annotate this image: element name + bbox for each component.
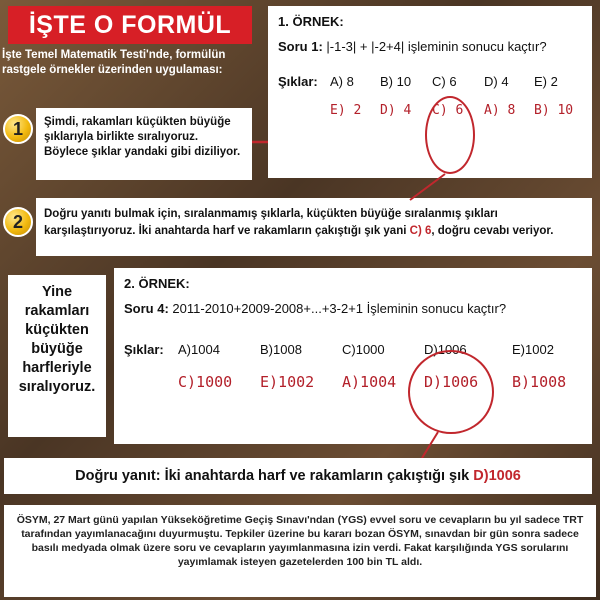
sorted-2: D) 4 xyxy=(380,103,412,118)
example-1-options xyxy=(278,74,582,89)
sorted-1: E) 2 xyxy=(330,103,362,118)
side-note-line: küçükten xyxy=(25,322,89,338)
step-2-text-end: , doğru cevabı veriyor. xyxy=(431,225,554,237)
question-label: Soru 4: xyxy=(124,301,169,316)
side-note-line: sıralıyoruz. xyxy=(18,379,96,395)
example-2-panel xyxy=(114,268,592,444)
option-a: A)1004 xyxy=(178,342,220,357)
example-1-question xyxy=(278,39,582,54)
option-e: E)1002 xyxy=(512,342,554,357)
example-2-title: 2. ÖRNEK: xyxy=(124,276,190,291)
side-note-line: rakamları xyxy=(24,303,90,319)
step-1-line-3: Böylece şıklar yandaki gibi diziliyor. xyxy=(44,146,241,158)
side-note xyxy=(8,275,106,437)
answer-2-text: Doğru yanıt: İki anahtarda harf ve rakamların çakıştığı şık xyxy=(75,468,470,484)
title-banner: İŞTE O FORMÜL xyxy=(8,6,252,44)
option-b: B) 10 xyxy=(380,74,412,89)
match-oval-icon xyxy=(425,96,475,174)
match-oval-icon xyxy=(408,350,494,434)
example-1-title: 1. ÖRNEK: xyxy=(278,14,344,29)
answer-2-highlight: D)1006 xyxy=(473,468,521,484)
step-2-highlight: C) 6 xyxy=(409,225,432,237)
option-c: C) 6 xyxy=(432,74,457,89)
option-e: E) 2 xyxy=(534,74,558,89)
example-2-sorted xyxy=(124,373,582,391)
side-note-line: harfleriyle xyxy=(22,360,92,376)
option-b: B)1008 xyxy=(260,342,302,357)
sorted-3: A)1004 xyxy=(342,373,397,391)
sorted-1: C)1000 xyxy=(178,373,233,391)
step-2-badge: 2 xyxy=(3,207,33,237)
side-note-line: Yine xyxy=(41,284,73,300)
sorted-5: B) 10 xyxy=(534,103,574,118)
sorted-5: B)1008 xyxy=(512,373,567,391)
options-label: Şıklar: xyxy=(124,342,164,357)
sorted-3: C) 6 xyxy=(432,103,464,118)
pointer-1-icon xyxy=(395,172,455,202)
footer-note: ÖSYM, 27 Mart günü yapılan Yükseköğretime Geçiş Sınavı'ndan (YGS) evvel soru ve cevapların bu yıl sadece TRT tarafından yayımlanacağını duyurmuştu. Tepkiler üzerine bu kararı bozan ÖSYM, sınavdan bir gün sonra sadece basılı medyada olmak üzere soru ve cevapların yayımlanmasına izin verdi. Fakat karşılığında YGS sorularını yayımlamak isteyen gazetelerden 100 bin TL aldı. xyxy=(4,505,596,597)
sorted-4: A) 8 xyxy=(484,103,516,118)
sorted-4: D)1006 xyxy=(424,373,479,391)
sorted-2: E)1002 xyxy=(260,373,315,391)
step-1-line-2: şıklarıyla birlikte sıralıyoruz. xyxy=(44,131,199,143)
option-d: D)1006 xyxy=(424,342,467,357)
step-2-text: Doğru yanıtı bulmak için, sıralanmamış şıklarla, küçükten büyüğe sıralanmış şıkları karşılaştırıyoruz. İki anahtarda harf ve rakamların çakıştığı şık yani xyxy=(44,208,498,237)
option-c: C)1000 xyxy=(342,342,385,357)
answer-2-box xyxy=(4,458,592,494)
side-note-line: büyüğe xyxy=(31,341,83,357)
step-1-box xyxy=(36,108,252,180)
option-a: A) 8 xyxy=(330,74,354,89)
step-1-badge: 1 xyxy=(3,114,33,144)
option-d: D) 4 xyxy=(484,74,509,89)
question-text: 2011-2010+2009-2008+...+3-2+1 İşleminin sonucu kaçtır? xyxy=(172,301,507,316)
question-label: Soru 1: xyxy=(278,39,323,54)
question-text: |-1-3| + |-2+4| işleminin sonucu kaçtır? xyxy=(326,39,547,54)
intro-text: İşte Temel Matematik Testi'nde, formülün rastgele örnekler üzerinden uygulaması: xyxy=(2,49,226,76)
pointer-2-icon xyxy=(410,430,450,460)
step-2-box xyxy=(36,198,592,256)
example-2-options xyxy=(124,342,582,357)
example-2-question xyxy=(124,301,582,316)
options-label: Şıklar: xyxy=(278,74,318,89)
step-1-line-1: Şimdi, rakamları küçükten büyüğe xyxy=(44,116,231,128)
